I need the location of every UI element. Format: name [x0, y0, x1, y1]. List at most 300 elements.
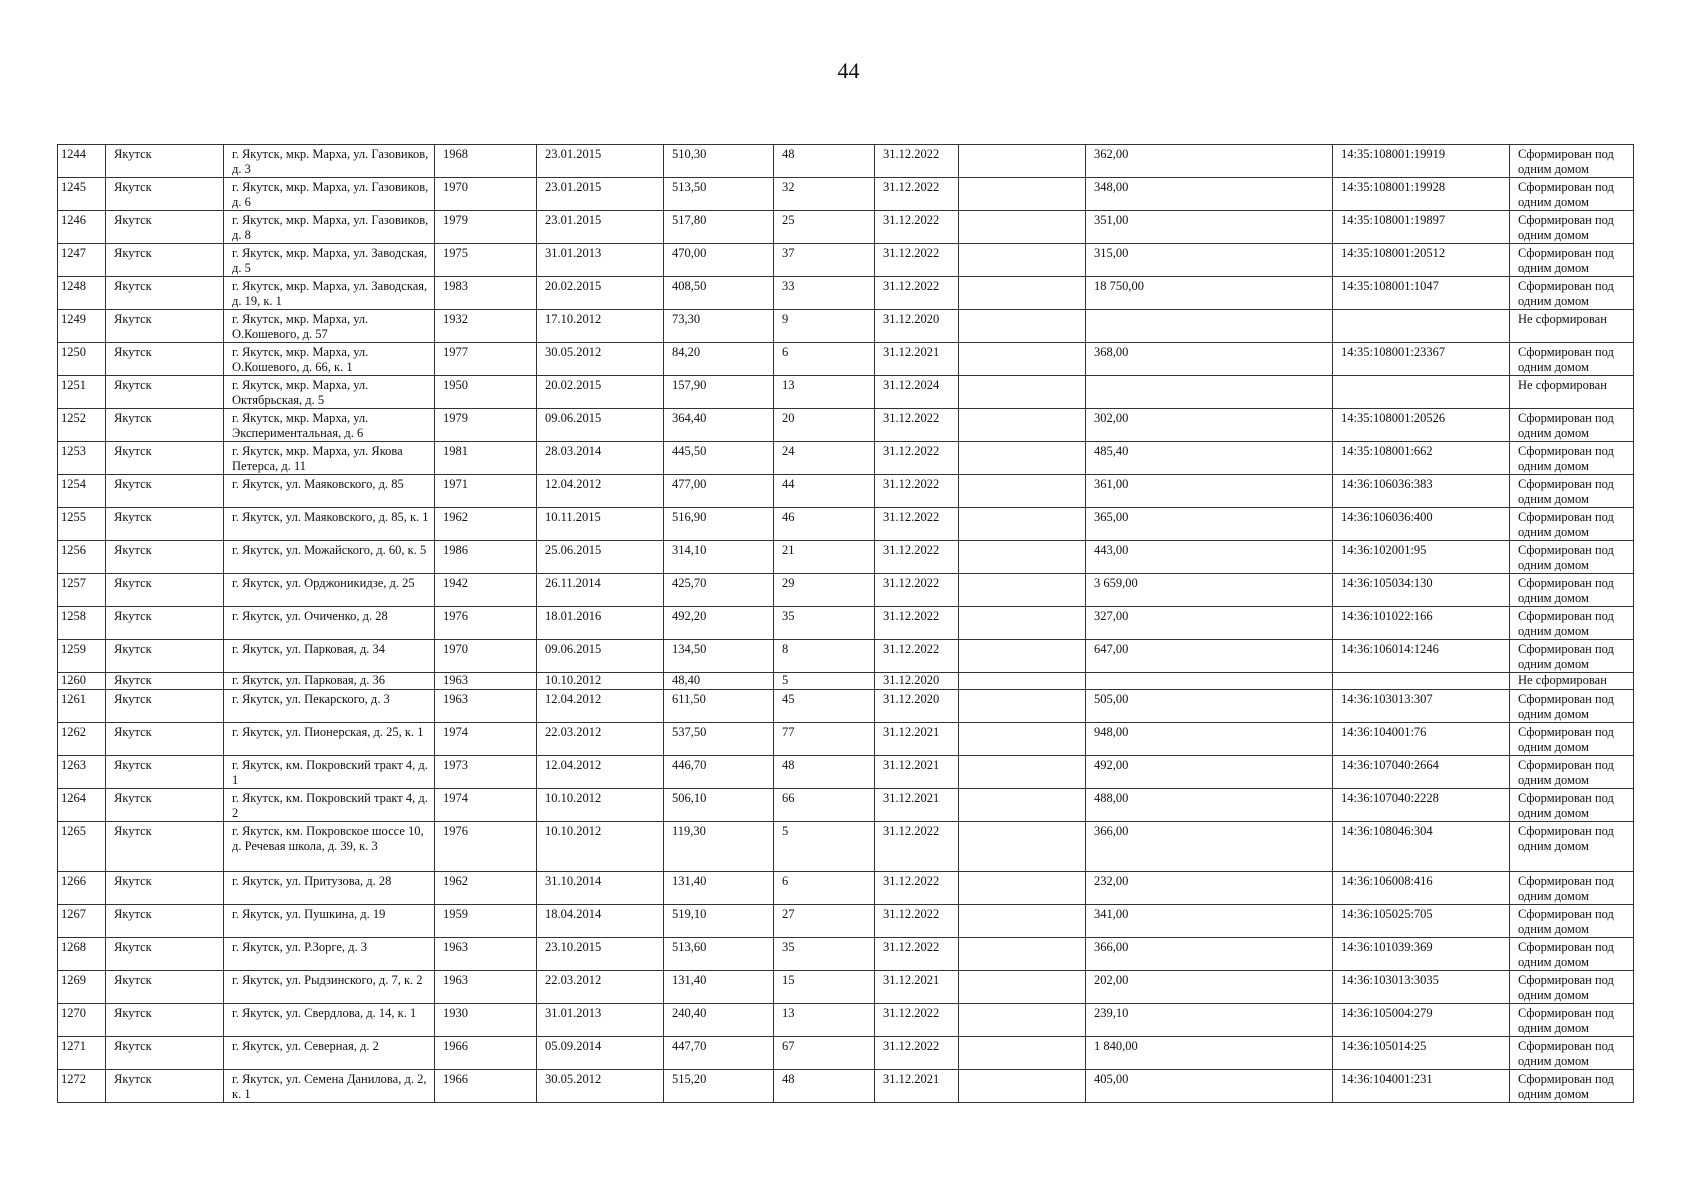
cell-row-number: 1258 [58, 607, 106, 640]
table-row [58, 640, 1634, 673]
cell-residents: 48 [774, 145, 875, 178]
cell-row-number: 1247 [58, 244, 106, 277]
cell-address: г. Якутск, мкр. Марха, ул. Газовиков, д. 8 [224, 211, 435, 244]
cell-row-number: 1256 [58, 541, 106, 574]
cell-municipality: Якутск [106, 475, 224, 508]
cell-empty-column [959, 475, 1086, 508]
cell-empty-column [959, 789, 1086, 822]
cell-year-built: 1963 [435, 938, 537, 971]
table-row [58, 971, 1634, 1004]
cell-municipality: Якутск [106, 211, 224, 244]
cell-year-built: 1930 [435, 1004, 537, 1037]
table-row [58, 409, 1634, 442]
cell-date: 22.03.2012 [537, 971, 664, 1004]
cell-cadastral-number [1333, 673, 1510, 690]
cell-date: 23.01.2015 [537, 145, 664, 178]
cell-row-number: 1244 [58, 145, 106, 178]
cell-date: 09.06.2015 [537, 409, 664, 442]
cell-empty-column [959, 508, 1086, 541]
cell-residents: 44 [774, 475, 875, 508]
cell-municipality: Якутск [106, 872, 224, 905]
cell-land-area: 361,00 [1086, 475, 1333, 508]
cell-row-number: 1252 [58, 409, 106, 442]
cell-date: 23.01.2015 [537, 178, 664, 211]
cell-cadastral-number: 14:35:108001:19928 [1333, 178, 1510, 211]
cell-municipality: Якутск [106, 905, 224, 938]
cell-deadline: 31.12.2022 [875, 178, 959, 211]
cell-year-built: 1971 [435, 475, 537, 508]
cell-empty-column [959, 971, 1086, 1004]
cell-date: 05.09.2014 [537, 1037, 664, 1070]
cell-row-number: 1246 [58, 211, 106, 244]
table-row [58, 376, 1634, 409]
cell-deadline: 31.12.2022 [875, 1004, 959, 1037]
cell-area: 446,70 [664, 756, 774, 789]
page-number: 44 [837, 58, 860, 83]
cell-date: 23.01.2015 [537, 211, 664, 244]
cell-land-area [1086, 310, 1333, 343]
cell-deadline: 31.12.2022 [875, 822, 959, 872]
cell-municipality: Якутск [106, 723, 224, 756]
cell-row-number: 1255 [58, 508, 106, 541]
cell-residents: 37 [774, 244, 875, 277]
cell-cadastral-number: 14:36:101039:369 [1333, 938, 1510, 971]
cell-row-number: 1268 [58, 938, 106, 971]
cell-cadastral-number: 14:36:107040:2228 [1333, 789, 1510, 822]
cell-deadline: 31.12.2022 [875, 409, 959, 442]
cell-address: г. Якутск, ул. Пушкина, д. 19 [224, 905, 435, 938]
cell-area: 364,40 [664, 409, 774, 442]
cell-address: г. Якутск, км. Покровский тракт 4, д. 1 [224, 756, 435, 789]
cell-residents: 66 [774, 789, 875, 822]
cell-residents: 27 [774, 905, 875, 938]
cell-cadastral-number: 14:36:108046:304 [1333, 822, 1510, 872]
cell-row-number: 1248 [58, 277, 106, 310]
cell-cadastral-number: 14:36:106036:383 [1333, 475, 1510, 508]
cell-row-number: 1250 [58, 343, 106, 376]
cell-area: 73,30 [664, 310, 774, 343]
cell-year-built: 1968 [435, 145, 537, 178]
cell-empty-column [959, 756, 1086, 789]
cell-land-status: Не сформирован [1510, 376, 1634, 409]
table-row [58, 607, 1634, 640]
cell-land-area: 488,00 [1086, 789, 1333, 822]
cell-cadastral-number: 14:36:105025:705 [1333, 905, 1510, 938]
cell-cadastral-number: 14:36:104001:76 [1333, 723, 1510, 756]
cell-area: 513,50 [664, 178, 774, 211]
cell-land-status: Сформирован под одним домом [1510, 640, 1634, 673]
cell-area: 513,60 [664, 938, 774, 971]
table-row [58, 310, 1634, 343]
cell-date: 26.11.2014 [537, 574, 664, 607]
cell-municipality: Якутск [106, 376, 224, 409]
cell-empty-column [959, 723, 1086, 756]
cell-land-area: 368,00 [1086, 343, 1333, 376]
cell-residents: 20 [774, 409, 875, 442]
cell-deadline: 31.12.2022 [875, 442, 959, 475]
cell-area: 515,20 [664, 1070, 774, 1103]
cell-date: 20.02.2015 [537, 277, 664, 310]
cell-residents: 5 [774, 822, 875, 872]
cell-land-status: Сформирован под одним домом [1510, 277, 1634, 310]
cell-cadastral-number: 14:36:105034:130 [1333, 574, 1510, 607]
cell-municipality: Якутск [106, 690, 224, 723]
cell-empty-column [959, 145, 1086, 178]
cell-land-area: 647,00 [1086, 640, 1333, 673]
cell-year-built: 1970 [435, 640, 537, 673]
table-row [58, 574, 1634, 607]
cell-land-status: Сформирован под одним домом [1510, 178, 1634, 211]
cell-address: г. Якутск, ул. Очиченко, д. 28 [224, 607, 435, 640]
cell-cadastral-number: 14:35:108001:20526 [1333, 409, 1510, 442]
cell-empty-column [959, 409, 1086, 442]
cell-cadastral-number: 14:36:104001:231 [1333, 1070, 1510, 1103]
cell-row-number: 1254 [58, 475, 106, 508]
table-row [58, 442, 1634, 475]
cell-residents: 25 [774, 211, 875, 244]
cell-cadastral-number: 14:36:106008:416 [1333, 872, 1510, 905]
cell-land-status: Сформирован под одним домом [1510, 244, 1634, 277]
cell-land-area: 239,10 [1086, 1004, 1333, 1037]
cell-deadline: 31.12.2021 [875, 789, 959, 822]
cell-land-status: Сформирован под одним домом [1510, 822, 1634, 872]
cell-land-area: 232,00 [1086, 872, 1333, 905]
table-row [58, 541, 1634, 574]
cell-municipality: Якутск [106, 244, 224, 277]
cell-residents: 8 [774, 640, 875, 673]
cell-municipality: Якутск [106, 409, 224, 442]
cell-row-number: 1257 [58, 574, 106, 607]
table-row [58, 343, 1634, 376]
cell-residents: 29 [774, 574, 875, 607]
cell-cadastral-number: 14:35:108001:19919 [1333, 145, 1510, 178]
table-row [58, 872, 1634, 905]
cell-address: г. Якутск, ул. Пионерская, д. 25, к. 1 [224, 723, 435, 756]
cell-year-built: 1962 [435, 872, 537, 905]
cell-residents: 13 [774, 1004, 875, 1037]
cell-year-built: 1979 [435, 409, 537, 442]
cell-address: г. Якутск, мкр. Марха, ул. Газовиков, д. 3 [224, 145, 435, 178]
cell-date: 30.05.2012 [537, 1070, 664, 1103]
cell-residents: 35 [774, 607, 875, 640]
cell-land-status: Сформирован под одним домом [1510, 1070, 1634, 1103]
cell-row-number: 1251 [58, 376, 106, 409]
cell-land-area: 3 659,00 [1086, 574, 1333, 607]
cell-municipality: Якутск [106, 673, 224, 690]
cell-row-number: 1267 [58, 905, 106, 938]
cell-row-number: 1270 [58, 1004, 106, 1037]
cell-land-status: Сформирован под одним домом [1510, 1004, 1634, 1037]
cell-address: г. Якутск, мкр. Марха, ул. О.Кошевого, д. 66, к. 1 [224, 343, 435, 376]
cell-address: г. Якутск, мкр. Марха, ул. Заводская, д. 5 [224, 244, 435, 277]
cell-row-number: 1249 [58, 310, 106, 343]
table-row [58, 211, 1634, 244]
cell-address: г. Якутск, ул. Маяковского, д. 85, к. 1 [224, 508, 435, 541]
cell-date: 31.10.2014 [537, 872, 664, 905]
cell-cadastral-number [1333, 376, 1510, 409]
cell-municipality: Якутск [106, 1037, 224, 1070]
cell-empty-column [959, 640, 1086, 673]
cell-cadastral-number: 14:35:108001:662 [1333, 442, 1510, 475]
cell-year-built: 1975 [435, 244, 537, 277]
cell-empty-column [959, 607, 1086, 640]
cell-year-built: 1963 [435, 690, 537, 723]
cell-year-built: 1959 [435, 905, 537, 938]
cell-municipality: Якутск [106, 343, 224, 376]
cell-deadline: 31.12.2022 [875, 574, 959, 607]
cell-residents: 6 [774, 343, 875, 376]
cell-empty-column [959, 442, 1086, 475]
cell-land-status: Сформирован под одним домом [1510, 409, 1634, 442]
table-row [58, 1037, 1634, 1070]
cell-deadline: 31.12.2021 [875, 1070, 959, 1103]
cell-date: 30.05.2012 [537, 343, 664, 376]
cell-address: г. Якутск, ул. Семена Данилова, д. 2, к. 1 [224, 1070, 435, 1103]
cell-row-number: 1260 [58, 673, 106, 690]
cell-date: 10.10.2012 [537, 789, 664, 822]
cell-land-area: 405,00 [1086, 1070, 1333, 1103]
cell-empty-column [959, 673, 1086, 690]
table-row [58, 178, 1634, 211]
cell-cadastral-number: 14:36:102001:95 [1333, 541, 1510, 574]
cell-empty-column [959, 541, 1086, 574]
table-row [58, 277, 1634, 310]
cell-date: 12.04.2012 [537, 756, 664, 789]
cell-row-number: 1272 [58, 1070, 106, 1103]
table-row [58, 244, 1634, 277]
cell-land-status: Сформирован под одним домом [1510, 145, 1634, 178]
cell-residents: 21 [774, 541, 875, 574]
cell-row-number: 1271 [58, 1037, 106, 1070]
cell-land-area: 362,00 [1086, 145, 1333, 178]
cell-empty-column [959, 1037, 1086, 1070]
cell-land-area: 202,00 [1086, 971, 1333, 1004]
cell-year-built: 1963 [435, 971, 537, 1004]
cell-year-built: 1983 [435, 277, 537, 310]
cell-cadastral-number: 14:35:108001:19897 [1333, 211, 1510, 244]
cell-empty-column [959, 244, 1086, 277]
cell-cadastral-number: 14:36:103013:307 [1333, 690, 1510, 723]
cell-land-status: Сформирован под одним домом [1510, 541, 1634, 574]
cell-deadline: 31.12.2022 [875, 211, 959, 244]
cell-land-status: Сформирован под одним домом [1510, 971, 1634, 1004]
cell-municipality: Якутск [106, 822, 224, 872]
cell-land-area: 315,00 [1086, 244, 1333, 277]
cell-deadline: 31.12.2022 [875, 938, 959, 971]
cell-municipality: Якутск [106, 607, 224, 640]
cell-address: г. Якутск, ул. Парковая, д. 34 [224, 640, 435, 673]
cell-municipality: Якутск [106, 971, 224, 1004]
cell-empty-column [959, 690, 1086, 723]
cell-residents: 46 [774, 508, 875, 541]
cell-municipality: Якутск [106, 310, 224, 343]
cell-area: 240,40 [664, 1004, 774, 1037]
cell-municipality: Якутск [106, 574, 224, 607]
cell-year-built: 1950 [435, 376, 537, 409]
cell-deadline: 31.12.2022 [875, 475, 959, 508]
cell-date: 31.01.2013 [537, 244, 664, 277]
cell-row-number: 1263 [58, 756, 106, 789]
cell-cadastral-number: 14:36:106014:1246 [1333, 640, 1510, 673]
cell-area: 408,50 [664, 277, 774, 310]
cell-empty-column [959, 211, 1086, 244]
table-row [58, 905, 1634, 938]
cell-municipality: Якутск [106, 442, 224, 475]
cell-date: 10.10.2012 [537, 822, 664, 872]
cell-year-built: 1962 [435, 508, 537, 541]
cell-land-status: Сформирован под одним домом [1510, 1037, 1634, 1070]
cell-deadline: 31.12.2022 [875, 905, 959, 938]
cell-land-area: 302,00 [1086, 409, 1333, 442]
cell-area: 131,40 [664, 971, 774, 1004]
housing-registry-table [57, 144, 1634, 1103]
cell-land-status: Не сформирован [1510, 310, 1634, 343]
cell-address: г. Якутск, мкр. Марха, ул. Газовиков, д. 6 [224, 178, 435, 211]
cell-deadline: 31.12.2022 [875, 541, 959, 574]
table-row [58, 723, 1634, 756]
cell-municipality: Якутск [106, 145, 224, 178]
cell-address: г. Якутск, ул. Притузова, д. 28 [224, 872, 435, 905]
cell-year-built: 1974 [435, 723, 537, 756]
cell-residents: 15 [774, 971, 875, 1004]
cell-residents: 33 [774, 277, 875, 310]
cell-year-built: 1979 [435, 211, 537, 244]
cell-residents: 45 [774, 690, 875, 723]
cell-row-number: 1262 [58, 723, 106, 756]
cell-land-area: 327,00 [1086, 607, 1333, 640]
cell-year-built: 1973 [435, 756, 537, 789]
cell-row-number: 1253 [58, 442, 106, 475]
cell-empty-column [959, 310, 1086, 343]
cell-area: 470,00 [664, 244, 774, 277]
cell-land-area: 1 840,00 [1086, 1037, 1333, 1070]
cell-year-built: 1976 [435, 607, 537, 640]
cell-municipality: Якутск [106, 640, 224, 673]
cell-deadline: 31.12.2022 [875, 640, 959, 673]
cell-deadline: 31.12.2020 [875, 673, 959, 690]
cell-land-area: 366,00 [1086, 822, 1333, 872]
table-row [58, 690, 1634, 723]
cell-year-built: 1966 [435, 1037, 537, 1070]
cell-year-built: 1981 [435, 442, 537, 475]
cell-land-status: Сформирован под одним домом [1510, 343, 1634, 376]
cell-deadline: 31.12.2022 [875, 277, 959, 310]
cell-year-built: 1974 [435, 789, 537, 822]
cell-deadline: 31.12.2021 [875, 971, 959, 1004]
cell-date: 18.01.2016 [537, 607, 664, 640]
table-row [58, 938, 1634, 971]
cell-residents: 67 [774, 1037, 875, 1070]
cell-municipality: Якутск [106, 1004, 224, 1037]
table-row [58, 508, 1634, 541]
cell-municipality: Якутск [106, 508, 224, 541]
cell-land-area: 492,00 [1086, 756, 1333, 789]
cell-municipality: Якутск [106, 541, 224, 574]
cell-land-area: 948,00 [1086, 723, 1333, 756]
cell-residents: 6 [774, 872, 875, 905]
cell-date: 17.10.2012 [537, 310, 664, 343]
cell-empty-column [959, 178, 1086, 211]
cell-land-status: Сформирован под одним домом [1510, 475, 1634, 508]
cell-address: г. Якутск, км. Покровский тракт 4, д. 2 [224, 789, 435, 822]
cell-year-built: 1942 [435, 574, 537, 607]
cell-area: 611,50 [664, 690, 774, 723]
cell-area: 510,30 [664, 145, 774, 178]
cell-deadline: 31.12.2022 [875, 1037, 959, 1070]
cell-address: г. Якутск, ул. Пекарского, д. 3 [224, 690, 435, 723]
cell-cadastral-number: 14:36:105004:279 [1333, 1004, 1510, 1037]
cell-area: 314,10 [664, 541, 774, 574]
cell-land-status: Сформирован под одним домом [1510, 574, 1634, 607]
cell-empty-column [959, 343, 1086, 376]
cell-residents: 48 [774, 1070, 875, 1103]
table-row [58, 789, 1634, 822]
table-row [58, 475, 1634, 508]
cell-deadline: 31.12.2020 [875, 690, 959, 723]
cell-empty-column [959, 872, 1086, 905]
cell-cadastral-number: 14:36:106036:400 [1333, 508, 1510, 541]
cell-date: 12.04.2012 [537, 475, 664, 508]
cell-land-area [1086, 673, 1333, 690]
cell-land-status: Сформирован под одним домом [1510, 872, 1634, 905]
cell-cadastral-number: 14:35:108001:20512 [1333, 244, 1510, 277]
cell-date: 31.01.2013 [537, 1004, 664, 1037]
cell-year-built: 1986 [435, 541, 537, 574]
cell-land-status: Не сформирован [1510, 673, 1634, 690]
cell-land-area: 366,00 [1086, 938, 1333, 971]
cell-area: 131,40 [664, 872, 774, 905]
cell-land-area: 348,00 [1086, 178, 1333, 211]
cell-municipality: Якутск [106, 178, 224, 211]
cell-area: 445,50 [664, 442, 774, 475]
cell-area: 537,50 [664, 723, 774, 756]
cell-empty-column [959, 574, 1086, 607]
cell-municipality: Якутск [106, 938, 224, 971]
cell-area: 516,90 [664, 508, 774, 541]
cell-year-built: 1963 [435, 673, 537, 690]
cell-area: 48,40 [664, 673, 774, 690]
cell-address: г. Якутск, мкр. Марха, ул. Экспериментальная, д. 6 [224, 409, 435, 442]
cell-deadline: 31.12.2022 [875, 244, 959, 277]
cell-residents: 24 [774, 442, 875, 475]
cell-row-number: 1245 [58, 178, 106, 211]
cell-area: 425,70 [664, 574, 774, 607]
cell-land-status: Сформирован под одним домом [1510, 905, 1634, 938]
cell-area: 492,20 [664, 607, 774, 640]
cell-row-number: 1265 [58, 822, 106, 872]
cell-land-status: Сформирован под одним домом [1510, 756, 1634, 789]
cell-land-status: Сформирован под одним домом [1510, 789, 1634, 822]
cell-address: г. Якутск, ул. Рыдзинского, д. 7, к. 2 [224, 971, 435, 1004]
cell-land-area: 18 750,00 [1086, 277, 1333, 310]
cell-land-area [1086, 376, 1333, 409]
cell-deadline: 31.12.2024 [875, 376, 959, 409]
cell-address: г. Якутск, мкр. Марха, ул. О.Кошевого, д. 57 [224, 310, 435, 343]
cell-address: г. Якутск, км. Покровское шоссе 10, д. Речевая школа, д. 39, к. 3 [224, 822, 435, 872]
cell-cadastral-number: 14:35:108001:1047 [1333, 277, 1510, 310]
cell-land-status: Сформирован под одним домом [1510, 938, 1634, 971]
cell-empty-column [959, 1070, 1086, 1103]
table-row [58, 1004, 1634, 1037]
cell-land-status: Сформирован под одним домом [1510, 442, 1634, 475]
table-row [58, 1070, 1634, 1103]
cell-row-number: 1269 [58, 971, 106, 1004]
cell-deadline: 31.12.2021 [875, 756, 959, 789]
cell-cadastral-number: 14:36:107040:2664 [1333, 756, 1510, 789]
cell-municipality: Якутск [106, 277, 224, 310]
cell-area: 506,10 [664, 789, 774, 822]
cell-area: 157,90 [664, 376, 774, 409]
